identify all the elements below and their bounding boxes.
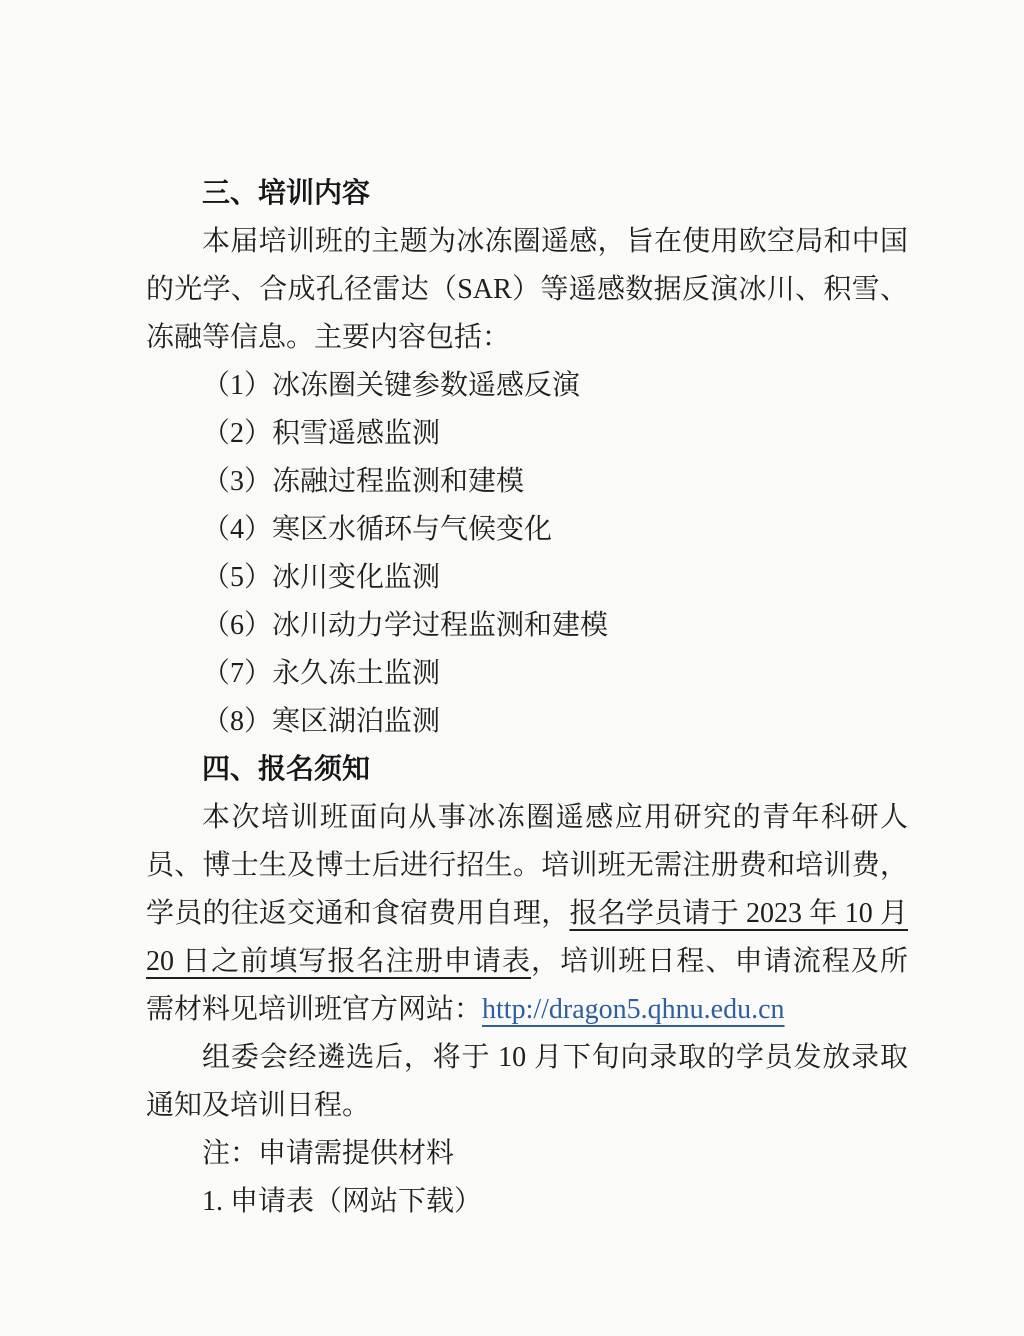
training-item-4: （4）寒区水循环与气候变化	[202, 514, 553, 545]
official-website-link[interactable]: http://dragon5.qhnu.edu.cn	[482, 994, 785, 1025]
registration-text-middle: ，培训班日程、申请流程及所需材料见培训班官方网站：	[146, 946, 908, 1025]
note-heading: 注：申请需提供材料	[202, 1138, 455, 1169]
training-item-5: （5）冰川变化监测	[202, 562, 441, 593]
training-intro-paragraph: 本届培训班的主题为冰冻圈遥感，旨在使用欧空局和中国的光学、合成孔径雷达（SAR）等遥感数据反演冰川、积雪、冻融等信息。主要内容包括：	[146, 226, 908, 353]
training-item-2: （2）积雪遥感监测	[202, 418, 441, 449]
section-heading-training-content: 三、培训内容	[202, 178, 371, 209]
selection-notice-paragraph: 组委会经遴选后，将于 10 月下旬向录取的学员发放录取通知及培训日程。	[146, 1042, 908, 1121]
registration-paragraph	[146, 794, 908, 1034]
note-item-application-form: 1. 申请表（网站下载）	[202, 1186, 483, 1217]
section-heading-registration-notes: 四、报名须知	[202, 754, 371, 785]
training-item-6: （6）冰川动力学过程监测和建模	[202, 610, 609, 641]
training-item-7: （7）永久冻土监测	[202, 658, 441, 689]
registration-deadline-underlined-text: 报名学员请于 2023 年 10 月 20 日之前填写报名注册申请表	[146, 898, 908, 977]
training-item-3: （3）冻融过程监测和建模	[202, 466, 525, 497]
training-item-1: （1）冰冻圈关键参数遥感反演	[202, 370, 581, 401]
training-item-8: （8）寒区湖泊监测	[202, 706, 441, 737]
registration-text-before: 本次培训班面向从事冰冻圈遥感应用研究的青年科研人员、博士生及博士后进行招生。培训班无需注册费和培训费，学员的往返交通和食宿费用自理，	[146, 802, 908, 929]
